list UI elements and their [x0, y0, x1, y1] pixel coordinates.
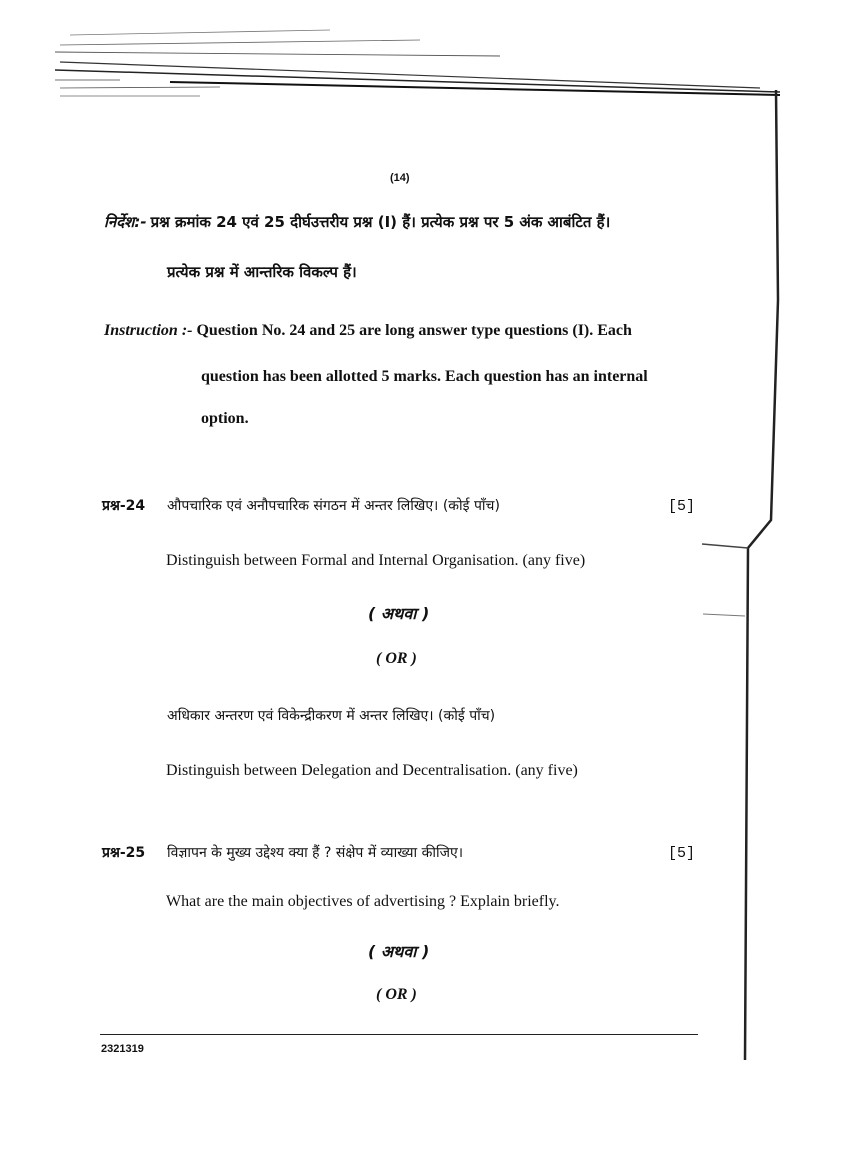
question-25-text-hindi: विज्ञापन के मुख्य उद्देश्य क्या हैं ? संक्षेप में व्याख्या कीजिए। [167, 845, 464, 861]
question-24-marks: [5] [668, 498, 696, 515]
directive-hindi-line2: प्रत्येक प्रश्न में आन्तरिक विकल्प हैं। [167, 263, 357, 281]
instruction-line3: option. [201, 410, 249, 427]
question-25-text-english: What are the main objectives of advertising ? Explain briefly. [166, 893, 560, 910]
question-24-or-english: ( OR ) [376, 650, 417, 667]
instruction-line1 [104, 322, 632, 340]
question-25-number: प्रश्न-25 [102, 845, 146, 861]
question-25-or-english: ( OR ) [376, 986, 417, 1003]
instruction-text: Question No. 24 and 25 are long answer type questions (I). Each [196, 322, 632, 339]
question-24-alt-english: Distinguish between Delegation and Decentralisation. (any five) [166, 762, 578, 779]
question-24-alt-hindi: अधिकार अन्तरण एवं विकेन्द्रीकरण में अन्तर लिखिए। (कोई पाँच) [167, 708, 496, 724]
directive-hindi-line1 [104, 212, 610, 232]
question-24-text-english: Distinguish between Formal and Internal Organisation. (any five) [166, 552, 586, 569]
instruction-label: Instruction :- [104, 322, 193, 339]
question-25-or-hindi: ( अथवा ) [368, 942, 430, 961]
directive-label: निर्देश:- [104, 213, 147, 231]
instruction-line2: question has been allotted 5 marks. Each question has an internal [201, 368, 648, 385]
question-24-number: प्रश्न-24 [102, 498, 146, 514]
directive-text: प्रश्न क्रमांक 24 एवं 25 दीर्घउत्तरीय प्रश्न (I) हैं। प्रत्येक प्रश्न पर 5 अंक आबंटित हैं। [150, 213, 611, 231]
scan-artifact-lines [0, 0, 850, 140]
question-25-marks: [5] [668, 845, 696, 862]
page-number: (14) [390, 172, 410, 184]
question-24-or-hindi: ( अथवा ) [368, 604, 430, 623]
paper-code: 2321319 [101, 1043, 144, 1055]
question-24-text-hindi: औपचारिक एवं अनौपचारिक संगठन में अन्तर लिखिए। (कोई पाँच) [167, 498, 500, 514]
footer-rule [100, 1034, 698, 1035]
